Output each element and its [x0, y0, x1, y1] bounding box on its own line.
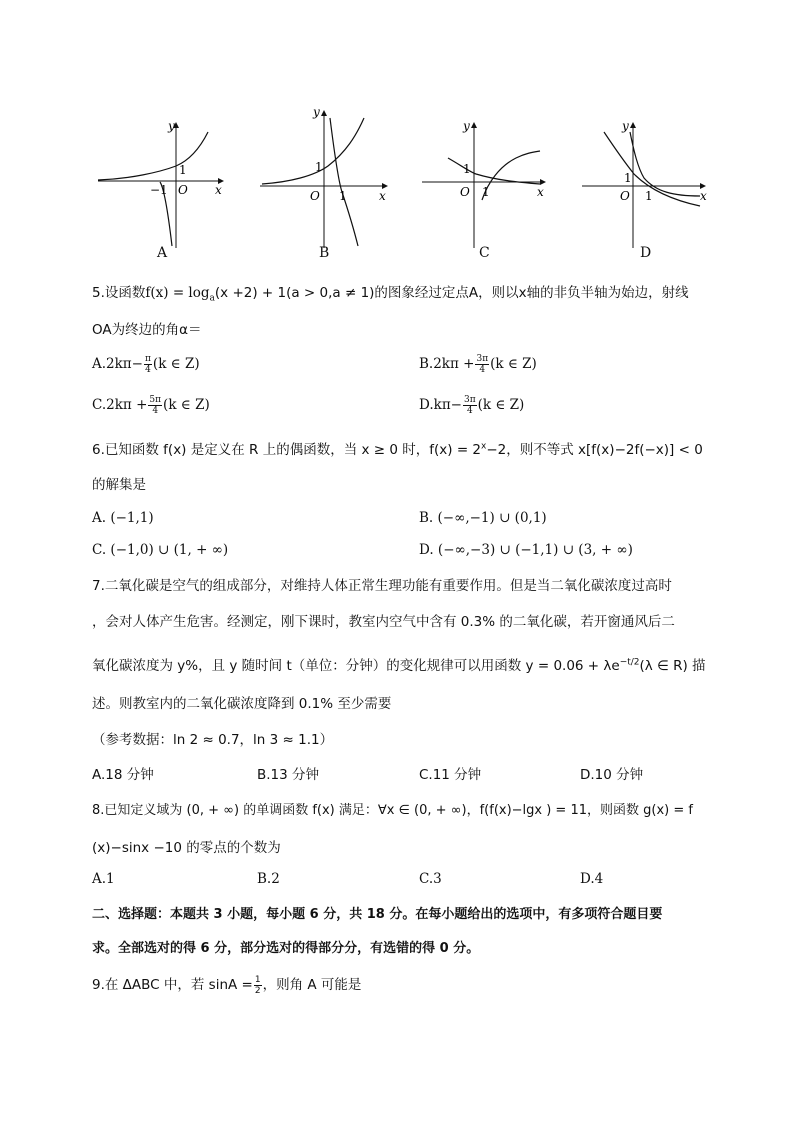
q5-option-d [419, 395, 524, 416]
graph-b-x-label: x [379, 189, 386, 203]
q5-stem-b-sub: a [209, 293, 215, 304]
q5-c-num: 5π [149, 395, 162, 405]
q5-a-post: (k ∈ Z) [152, 356, 200, 372]
q7-line3-b: (λ ∈ R) 描 [639, 658, 706, 674]
q6-option-d: D. (−∞,−3) ∪ (−1,1) ∪ (3, + ∞) [419, 542, 633, 558]
q6-stem-sup: x [481, 441, 487, 452]
q9-fraction [254, 975, 262, 996]
q7-option-a: A.18 分钟 [92, 767, 154, 783]
graph-c [422, 119, 546, 248]
q5-b-den: 4 [479, 365, 486, 375]
q7-option-b: B.13 分钟 [257, 767, 320, 783]
q5-d-num: 3π [464, 395, 476, 405]
graph-b-origin-label: O [310, 189, 320, 203]
q5-option-b [419, 354, 537, 375]
section2-instructions-line2: 求。全部选对的得 6 分，部分选对的得部分分，有选错的得 0 分。 [92, 941, 480, 956]
q5-d-post: (k ∈ Z) [477, 397, 525, 413]
q5-d-pre: D.kπ− [419, 397, 462, 413]
option-graphs [0, 100, 794, 270]
q6-option-a: A. (−1,1) [92, 510, 154, 526]
q7-line3-sup: −t/2 [619, 657, 640, 668]
q9-den: 2 [254, 985, 261, 996]
q5-b-fraction [475, 354, 489, 375]
q5-c-pre: C.2kπ + [92, 397, 148, 413]
q8-line2: (x)−sinx −10 的零点的个数为 [92, 840, 281, 856]
q5-a-pre: A.2kπ− [92, 356, 143, 372]
q5-option-c [92, 395, 210, 416]
q6-stem-line2: 的解集是 [92, 477, 146, 493]
q8-option-d: D.4 [580, 871, 604, 887]
q6-option-b: B. (−∞,−1) ∪ (0,1) [419, 510, 547, 526]
graph-a [98, 119, 224, 248]
graph-d-caption: D [640, 245, 652, 261]
q7-option-d: D.10 分钟 [580, 767, 644, 783]
graph-b-y-label: y [313, 105, 320, 119]
q5-d-fraction [463, 395, 477, 416]
q6-stem-a: 6.已知函数 f(x) 是定义在 R 上的偶函数，当 x ≥ 0 时，f(x) = 2 [92, 442, 482, 458]
graph-c-y-label: y [463, 119, 470, 133]
section2-instructions-line1: 二、选择题：本题共 3 小题，每小题 6 分，共 18 分。在每小题给出的选项中，有多项符合题目要 [92, 907, 663, 922]
graph-b-tick-one-x: 1 [339, 189, 347, 203]
q8-option-c: C.3 [419, 871, 442, 887]
q9-stem [92, 973, 361, 996]
q5-c-post: (k ∈ Z) [163, 397, 210, 413]
q9-num: 1 [254, 974, 261, 985]
q5-a-fraction [144, 354, 152, 375]
q7-reference-data: （参考数据：ln 2 ≈ 0.7，ln 3 ≈ 1.1） [92, 732, 334, 748]
graph-c-origin-label: O [460, 185, 470, 199]
graph-c-caption: C [479, 245, 490, 261]
graph-d-x-label: x [700, 189, 707, 203]
graph-a-caption: A [157, 245, 168, 261]
graph-a-tick-neg-one: −1 [150, 183, 168, 197]
q5-b-post: (k ∈ Z) [490, 356, 537, 372]
graph-b-tick-one-y: 1 [315, 160, 323, 174]
q7-option-c: C.11 分钟 [419, 767, 482, 783]
q8-option-b: B.2 [257, 871, 280, 887]
q5-stem-line2: OA为终边的角α＝ [92, 322, 202, 338]
graph-d-tick-one-y: 1 [624, 171, 632, 185]
graph-b [260, 105, 388, 248]
q7-line1: 7.二氧化碳是空气的组成部分，对维持人体正常生理功能有重要作用。但是当二氧化碳浓度过高时 [92, 578, 672, 594]
q8-option-a: A.1 [92, 871, 115, 887]
graph-d-y-label: y [622, 119, 629, 133]
q5-d-den: 4 [466, 406, 473, 416]
q5-option-a [92, 354, 200, 375]
graph-a-x-label: x [215, 183, 222, 197]
q7-line2: ，会对人体产生危害。经测定，刚下课时，教室内空气中含有 0.3% 的二氧化碳，若开窗通风后二 [92, 614, 675, 630]
q5-stem-b: f(x) = log [145, 285, 210, 301]
graph-c-tick-one-y: 1 [463, 162, 471, 176]
q5-stem [92, 281, 689, 304]
q6-stem-b: −2，则不等式 x[f(x)−2f(−x)] < 0 [486, 442, 703, 458]
graph-a-y-label: y [168, 119, 175, 133]
q5-c-den: 4 [152, 406, 159, 416]
graph-d [582, 119, 707, 248]
q7-line4: 述。则教室内的二氧化碳浓度降到 0.1% 至少需要 [92, 696, 392, 712]
q8-line1: 8.已知定义域为 (0, + ∞) 的单调函数 f(x) 满足：∀x ∈ (0, + ∞)，f(f(x)−lgx ) = 11，则函数 g(x) = f [92, 803, 693, 818]
q5-b-num: 3π [476, 354, 489, 364]
q9-pre: 9.在 ΔABC 中，若 sinA = [92, 977, 253, 993]
q7-line3-a: 氧化碳浓度为 y%，且 y 随时间 t（单位：分钟）的变化规律可以用函数 y = 0.06 + λe [92, 658, 620, 674]
graph-a-origin-label: O [178, 183, 188, 197]
graph-a-tick-one-y: 1 [179, 163, 187, 177]
q5-b-pre: B.2kπ + [419, 356, 475, 372]
q5-a-num: π [145, 354, 151, 364]
q5-c-fraction [148, 395, 162, 416]
q5-stem-a: 5.设函数 [92, 285, 146, 301]
q9-post: ，则角 A 可能是 [262, 977, 362, 993]
graph-c-x-label: x [537, 185, 544, 199]
q6-option-c: C. (−1,0) ∪ (1, + ∞) [92, 542, 229, 558]
graph-b-caption: B [319, 245, 330, 261]
q5-stem-c: (x +2) + 1(a > 0,a ≠ 1)的图象经过定点A，则以x轴的非负半轴为始边，射线 [214, 285, 689, 301]
q5-a-den: 4 [145, 365, 151, 375]
graph-d-origin-label: O [620, 189, 630, 203]
graph-d-tick-one-x: 1 [645, 189, 653, 203]
graph-c-tick-one-x: 1 [482, 185, 490, 199]
q6-stem [92, 438, 703, 458]
q7-line3 [92, 654, 706, 674]
